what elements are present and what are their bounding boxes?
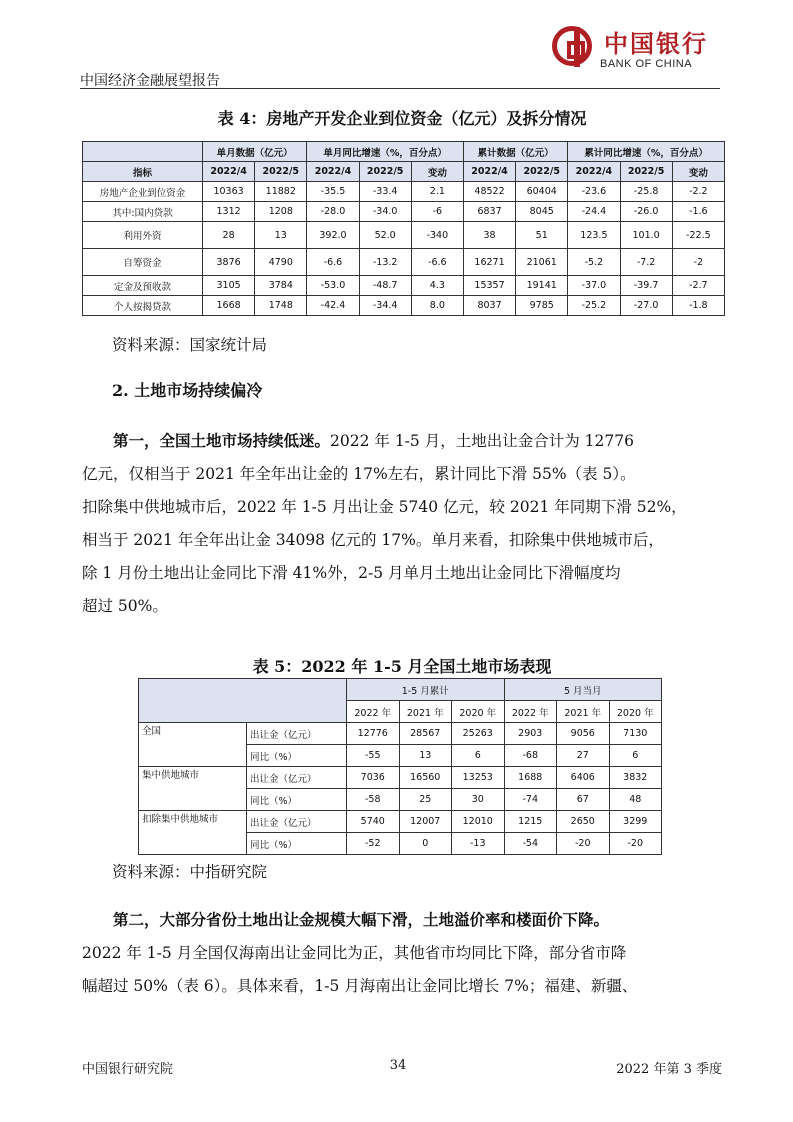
table4-sub-header: 2022/4 (203, 162, 255, 182)
table4-group-header: 单月数据（亿元） (203, 142, 307, 162)
table-cell: 30 (452, 789, 505, 811)
table-row (139, 723, 662, 745)
table-cell: -39.7 (620, 276, 672, 296)
table-cell: 21061 (516, 249, 568, 276)
table-cell: -6.6 (411, 249, 463, 276)
table-cell: 25263 (452, 723, 505, 745)
logo-cn-text: 中国银行 (604, 29, 708, 58)
table4-sub-header: 2022/4 (463, 162, 515, 182)
table-cell: 16560 (399, 767, 452, 789)
table-cell: 28 (203, 222, 255, 249)
table4-group-header: 累计数据（亿元） (463, 142, 567, 162)
table-cell: 392.0 (307, 222, 359, 249)
table4-sub-header: 指标 (83, 162, 203, 182)
footer-period: 2022 年第 3 季度 (616, 1062, 722, 1077)
table-cell: 2903 (504, 723, 557, 745)
table4-sub-header: 2022/5 (255, 162, 307, 182)
table-cell: 1688 (504, 767, 557, 789)
table-cell: -7.2 (620, 249, 672, 276)
table-cell: -2 (672, 249, 724, 276)
table-cell: -54 (504, 833, 557, 855)
table-row (83, 296, 725, 316)
table-row (139, 767, 662, 789)
group-label: 集中供地城市 (139, 767, 247, 811)
table-row (83, 249, 725, 276)
table-cell: 8037 (463, 296, 515, 316)
table5-group-header: 5 月当月 (504, 679, 662, 701)
table-cell: 3105 (203, 276, 255, 296)
table5-year-header: 2020 年 (452, 701, 505, 723)
table-cell: 51 (516, 222, 568, 249)
bank-logo (552, 24, 722, 84)
table-cell: -13.2 (359, 249, 411, 276)
table-cell: 1748 (255, 296, 307, 316)
table-cell: 6406 (557, 767, 610, 789)
row-label: 其中:国内贷款 (83, 202, 203, 222)
table4 (82, 141, 725, 316)
table-cell: -74 (504, 789, 557, 811)
paragraph-line: 相当于 2021 年全年出让金 34098 亿元的 17%。单月来看，扣除集中供地城市后， (82, 531, 664, 549)
table-cell: 3299 (609, 811, 662, 833)
table-cell: 67 (557, 789, 610, 811)
table4-sub-header: 2022/4 (568, 162, 620, 182)
table-cell: -68 (504, 745, 557, 767)
table5-corner (139, 679, 347, 723)
table-cell: 13253 (452, 767, 505, 789)
paragraph-line: 第一，全国土地市场持续低迷。2022 年 1-5 月，土地出让金合计为 12776 (113, 431, 634, 450)
table-cell: -23.6 (568, 182, 620, 202)
table-cell: 4790 (255, 249, 307, 276)
table-cell: -25.8 (620, 182, 672, 202)
table-cell: 27 (557, 745, 610, 767)
paragraph-2 (82, 903, 722, 1003)
paragraph-lead: 第一，全国土地市场持续低迷。 (113, 431, 331, 450)
group-label: 扣除集中供地城市 (139, 811, 247, 855)
table-cell: 4.3 (411, 276, 463, 296)
table-cell: -1.8 (672, 296, 724, 316)
table-cell: -34.0 (359, 202, 411, 222)
table-cell: 3784 (255, 276, 307, 296)
paragraph-line: 除 1 月份土地出让金同比下滑 41%外，2-5 月单月土地出让金同比下滑幅度均 (82, 564, 621, 582)
metric-label: 出让金（亿元） (247, 723, 347, 745)
table-cell: 2.1 (411, 182, 463, 202)
metric-label: 出让金（亿元） (247, 811, 347, 833)
table-cell: 1215 (504, 811, 557, 833)
table-row (83, 276, 725, 296)
table4-body (83, 182, 725, 316)
paragraph-line: 超过 50%。 (82, 597, 168, 615)
table-cell: -27.0 (620, 296, 672, 316)
table-cell: -1.6 (672, 202, 724, 222)
table-cell: 6 (609, 745, 662, 767)
row-label: 个人按揭贷款 (83, 296, 203, 316)
table-cell: 15357 (463, 276, 515, 296)
table-cell: 16271 (463, 249, 515, 276)
table-cell: 8.0 (411, 296, 463, 316)
row-label: 房地产企业到位资金 (83, 182, 203, 202)
table5 (138, 678, 662, 855)
paragraph-line: 2022 年 1-5 月全国仅海南出让金同比为正，其他省市均同比下降，部分省市降 (82, 944, 627, 962)
table-cell: -25.2 (568, 296, 620, 316)
table4-group-header: 累计同比增速（%，百分点） (568, 142, 725, 162)
table4-sub-header: 变动 (672, 162, 724, 182)
table4-sub-header: 2022/5 (359, 162, 411, 182)
table-cell: 3832 (609, 767, 662, 789)
table-cell: -2.2 (672, 182, 724, 202)
table-cell: -6 (411, 202, 463, 222)
table-cell: 123.5 (568, 222, 620, 249)
table-cell: -37.0 (568, 276, 620, 296)
table-cell: 6 (452, 745, 505, 767)
group-label: 全国 (139, 723, 247, 767)
table-cell: 2650 (557, 811, 610, 833)
table-cell: 28567 (399, 723, 452, 745)
table-cell: -35.5 (307, 182, 359, 202)
table-cell: -55 (347, 745, 400, 767)
table5-group-header: 1-5 月累计 (347, 679, 505, 701)
table4-sub-header: 2022/5 (516, 162, 568, 182)
paragraph-lead-line: 第二，大部分省份土地出让金规模大幅下滑，土地溢价率和楼面价下降。 (113, 910, 610, 929)
header-divider (80, 88, 720, 89)
table-cell: -34.4 (359, 296, 411, 316)
table-cell: -13 (452, 833, 505, 855)
table4-sub-header: 2022/5 (620, 162, 672, 182)
table-cell: -22.5 (672, 222, 724, 249)
table-row (139, 811, 662, 833)
table-row (83, 222, 725, 249)
table-cell: 19141 (516, 276, 568, 296)
table-cell: 38 (463, 222, 515, 249)
metric-label: 同比（%） (247, 833, 347, 855)
table-cell: -340 (411, 222, 463, 249)
page-number: 34 (389, 1058, 407, 1073)
table-cell: 12776 (347, 723, 400, 745)
table-cell: -20 (557, 833, 610, 855)
table-cell: 60404 (516, 182, 568, 202)
paragraph-line: 幅超过 50%（表 6）。具体来看，1-5 月海南出让金同比增长 7%；福建、新疆、 (82, 977, 638, 995)
table5-source: 资料来源：中指研究院 (112, 863, 268, 881)
table-cell: -58 (347, 789, 400, 811)
table5-year-header: 2022 年 (504, 701, 557, 723)
table-cell: 12010 (452, 811, 505, 833)
table-cell: 9785 (516, 296, 568, 316)
table-cell: 12007 (399, 811, 452, 833)
logo-en-text: BANK OF CHINA (600, 58, 693, 70)
table-cell: -20 (609, 833, 662, 855)
table5-body (139, 723, 662, 855)
table-cell: -2.7 (672, 276, 724, 296)
report-title: 中国经济金融展望报告 (80, 73, 220, 89)
table-cell: -6.6 (307, 249, 359, 276)
table-cell: 52.0 (359, 222, 411, 249)
metric-label: 同比（%） (247, 789, 347, 811)
table-cell: 1312 (203, 202, 255, 222)
table-row (83, 182, 725, 202)
row-label: 定金及预收款 (83, 276, 203, 296)
table-cell: 13 (399, 745, 452, 767)
table5-year-header: 2021 年 (399, 701, 452, 723)
table-cell: -52 (347, 833, 400, 855)
table-cell: 13 (255, 222, 307, 249)
table-cell: 7036 (347, 767, 400, 789)
table-cell: 0 (399, 833, 452, 855)
table5-year-header: 2022 年 (347, 701, 400, 723)
table-cell: -28.0 (307, 202, 359, 222)
table-cell: 7130 (609, 723, 662, 745)
metric-label: 同比（%） (247, 745, 347, 767)
table-cell: 9056 (557, 723, 610, 745)
table4-group-header: 单月同比增速（%，百分点） (307, 142, 464, 162)
table-cell: 25 (399, 789, 452, 811)
table-cell: -53.0 (307, 276, 359, 296)
table-cell: -42.4 (307, 296, 359, 316)
table-cell: 6837 (463, 202, 515, 222)
metric-label: 出让金（亿元） (247, 767, 347, 789)
table-cell: -24.4 (568, 202, 620, 222)
table-cell: -26.0 (620, 202, 672, 222)
table-cell: 11882 (255, 182, 307, 202)
table-cell: 3876 (203, 249, 255, 276)
bank-logo-icon (552, 26, 592, 66)
row-label: 自筹资金 (83, 249, 203, 276)
table-cell: -33.4 (359, 182, 411, 202)
table-cell: 48 (609, 789, 662, 811)
table-row (83, 202, 725, 222)
section-title: 2. 土地市场持续偏冷 (112, 381, 263, 400)
footer-org: 中国银行研究院 (82, 1062, 174, 1077)
table-cell: -48.7 (359, 276, 411, 296)
table4-caption: 表 4：房地产开发企业到位资金（亿元）及拆分情况 (217, 109, 587, 128)
table-cell: 10363 (203, 182, 255, 202)
table-cell: 1208 (255, 202, 307, 222)
table-cell: -5.2 (568, 249, 620, 276)
table-cell: 48522 (463, 182, 515, 202)
table5-year-header: 2021 年 (557, 701, 610, 723)
table4-source: 资料来源：国家统计局 (112, 336, 268, 354)
paragraph-line: 亿元，仅相当于 2021 年全年出让金的 17%左右，累计同比下滑 55%（表 5）。 (82, 465, 636, 483)
table-cell: 101.0 (620, 222, 672, 249)
section2-paragraph (82, 424, 722, 623)
table4-corner (83, 142, 203, 162)
table5-year-header: 2020 年 (609, 701, 662, 723)
paragraph-line: 扣除集中供地城市后，2022 年 1-5 月出让金 5740 亿元，较 2021 年同期下滑 52%， (82, 498, 687, 516)
table4-sub-header: 变动 (411, 162, 463, 182)
table4-sub-header: 2022/4 (307, 162, 359, 182)
table-cell: 5740 (347, 811, 400, 833)
table-cell: 1668 (203, 296, 255, 316)
table5-caption: 表 5：2022 年 1-5 月全国土地市场表现 (252, 657, 552, 676)
table-cell: 8045 (516, 202, 568, 222)
row-label: 利用外资 (83, 222, 203, 249)
